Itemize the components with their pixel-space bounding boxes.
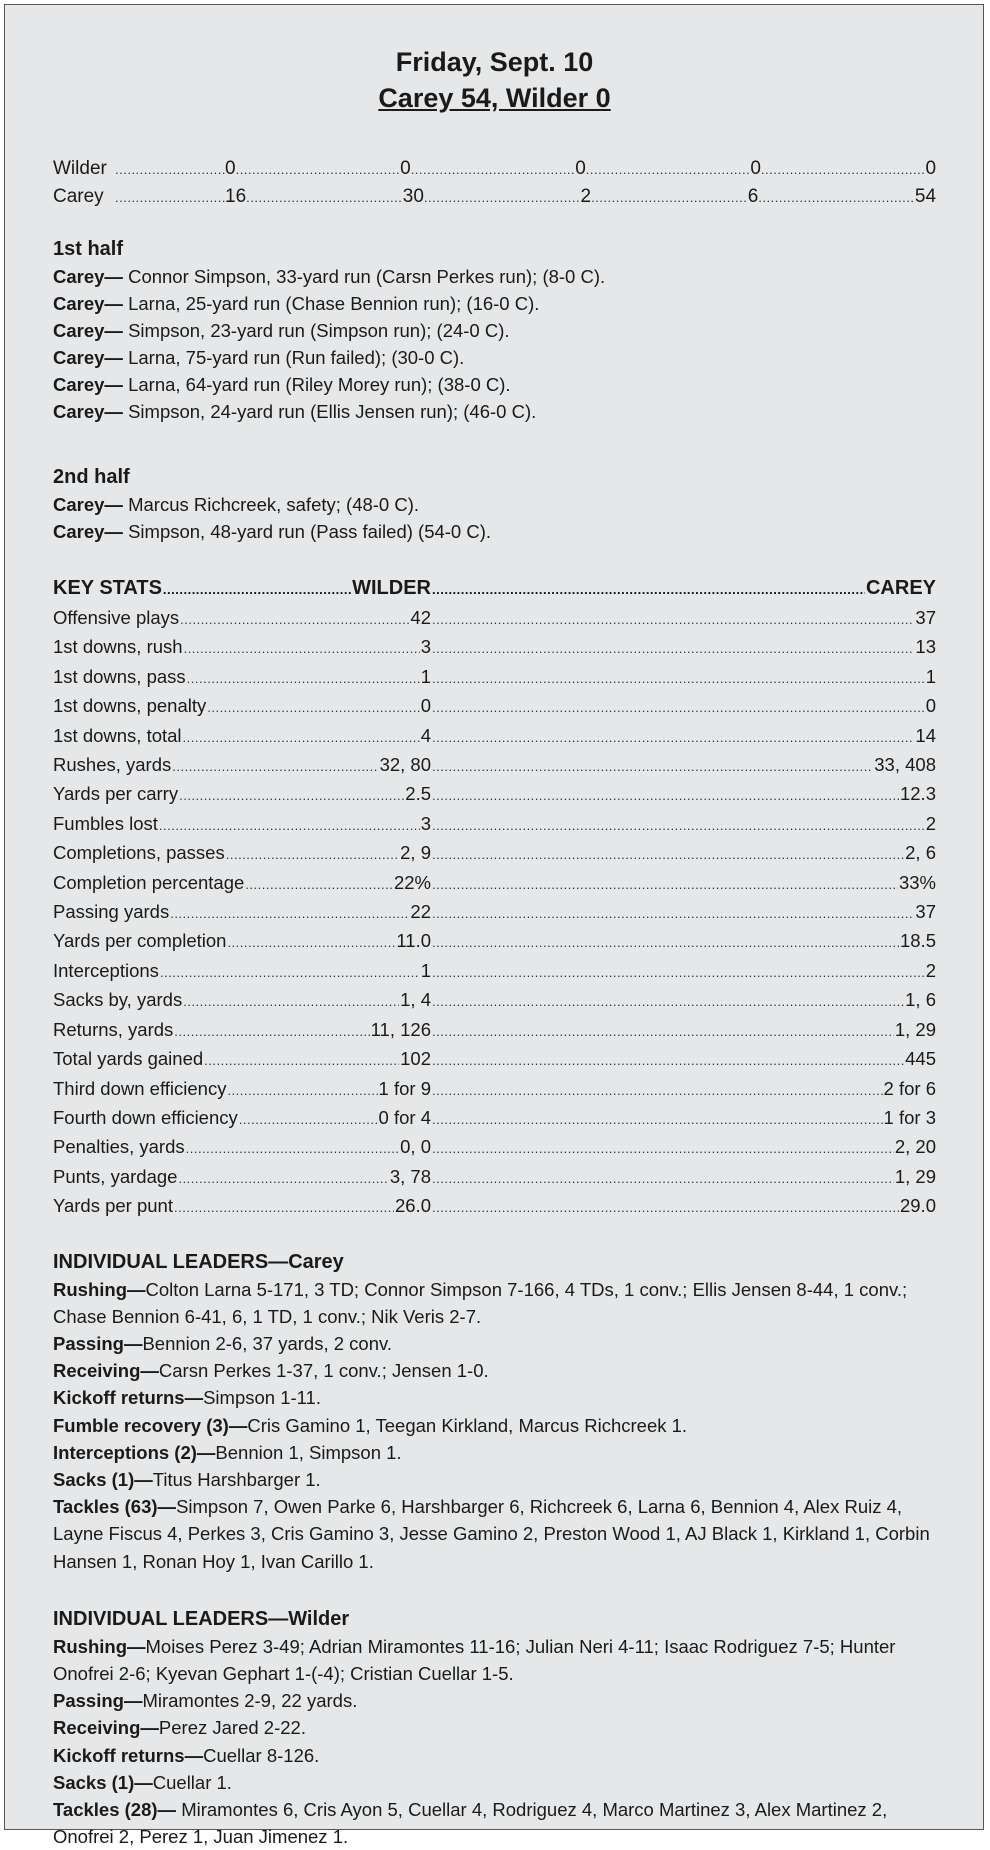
stat-row [53,1045,936,1074]
play-description: Simpson, 24-yard run (Ellis Jensen run); (46-0 C). [122,401,537,422]
stat-label: Returns, yards [53,1018,174,1040]
scoring-by-quarter [53,155,936,211]
second-half-heading: 2nd half [53,466,130,488]
scoring-team: Carey— [53,266,123,287]
play-description: Simpson, 23-yard run (Simpson run); (24-0 C). [122,320,510,341]
leader-category: Receiving— [53,1360,159,1382]
leaders-carey [53,1248,936,1575]
leaders-wilder-entries [53,1633,936,1850]
stat-row [53,898,936,927]
carey-stat-value: 1, 29 [894,1018,936,1040]
leader-category: Fumble recovery (3)— [53,1414,248,1436]
leader-category: Sacks (1)— [53,1771,153,1793]
stat-row [53,1192,936,1221]
carey-stat-value: 37 [915,607,936,628]
scoring-play [53,398,936,425]
leader-details: Perez Jared 2-22. [158,1717,306,1739]
first-half-heading: 1st half [53,238,124,260]
leader-category: Rushing— [53,1635,146,1657]
stat-label: Third down efficiency [53,1077,227,1099]
carey-stat-value: 29.0 [899,1195,936,1217]
second-half-plays [53,491,936,545]
team-name: Carey [53,186,104,207]
stat-label: Punts, yardage [53,1165,178,1187]
stat-row [53,810,936,839]
quarter-score: 30 [402,186,424,207]
scoring-team: Carey— [53,347,123,368]
quarter-score: 2 [580,186,592,207]
stat-row [53,1133,936,1162]
wilder-stat-value: 11, 126 [370,1018,431,1040]
stat-label: Fourth down efficiency [53,1106,238,1128]
scoring-play [53,344,936,371]
first-half-plays [53,263,936,425]
stat-label: Completion percentage [53,871,245,893]
carey-stat-value: 33, 408 [874,754,936,776]
scoring-play [53,518,936,545]
leader-entry [53,1330,936,1357]
wilder-stat-value: 102 [400,1048,431,1070]
leader-entry [53,1742,936,1769]
carey-stat-value: 445 [905,1048,936,1070]
carey-stat-value: 1 [925,665,936,687]
leader-entry [53,1466,936,1493]
wilder-stat-value: 3, 78 [389,1165,431,1187]
carey-stat-value: 2 for 6 [883,1077,936,1099]
key-stats-title: KEY STATS [53,577,162,599]
scoring-team: Carey— [53,320,123,341]
stat-label: Total yards gained [53,1048,204,1070]
leader-category: Rushing— [53,1278,146,1300]
wilder-stat-value: 11.0 [396,930,431,952]
stat-row [53,1104,936,1133]
stat-row [53,986,936,1015]
stat-label: Yards per carry [53,783,179,805]
wilder-stat-value: 22 [410,901,431,923]
carey-stat-value: 33% [898,871,936,893]
stat-label: 1st downs, rush [53,636,183,658]
carey-stat-value: 2 [925,812,936,834]
scoring-play [53,491,936,518]
quarter-score: 0 [400,158,411,179]
leader-entry [53,1412,936,1439]
scoring-team: Carey— [53,401,123,422]
stat-row [53,1016,936,1045]
scoring-play [53,290,936,317]
stat-label: Yards per punt [53,1195,173,1217]
score-row-wilder [53,155,936,183]
wilder-stat-value: 2, 9 [400,842,431,864]
play-description: Marcus Richcreek, safety; (48-0 C). [122,494,420,515]
leader-entry [53,1439,936,1466]
leaders-carey-entries [53,1276,936,1575]
game-date: Friday, Sept. 10 [395,47,594,77]
leader-details: Cuellar 1. [152,1771,232,1793]
box-score-panel [4,4,984,1848]
quarter-score: 6 [747,186,759,207]
stat-row [53,927,936,956]
play-description: Connor Simpson, 33-yard run (Carsn Perkes run); (8-0 C). [122,266,606,287]
leader-category: Kickoff returns— [53,1744,204,1766]
leader-category: Tackles (63)— [53,1496,177,1518]
wilder-stat-value: 0 for 4 [378,1106,431,1128]
wilder-stat-value: 3 [420,812,431,834]
leader-entry [53,1769,936,1796]
leaders-wilder-heading: INDIVIDUAL LEADERS—Wilder [53,1607,350,1630]
carey-stat-value: 18.5 [899,930,936,952]
wilder-stat-value: 1 [420,665,431,687]
stat-row [53,604,936,633]
leader-entry [53,1796,936,1850]
wilder-stat-value: 0, 0 [400,1136,431,1158]
stat-row [53,663,936,692]
stat-row [53,692,936,721]
leader-category: Interceptions (2)— [53,1441,216,1463]
leader-category: Receiving— [53,1717,159,1739]
leader-entry [53,1357,936,1384]
stat-row [53,839,936,868]
final-total: 0 [925,158,937,179]
stat-rows [53,604,936,1222]
wilder-stat-value: 4 [420,724,431,746]
leader-details: Miramontes 2-9, 22 yards. [142,1690,358,1712]
key-stats-header [53,574,936,604]
play-description: Larna, 25-yard run (Chase Bennion run); (16-0 C). [122,293,540,314]
wilder-stat-value: 26.0 [394,1195,431,1217]
leader-category: Kickoff returns— [53,1387,204,1409]
scoring-team: Carey— [53,374,123,395]
key-stats-table [53,574,936,1222]
carey-stat-value: 1, 29 [894,1165,936,1187]
stat-label: 1st downs, total [53,724,182,746]
leader-category: Passing— [53,1690,143,1712]
stat-label: Fumbles lost [53,812,158,834]
leader-details: Titus Harshbarger 1. [152,1468,321,1490]
stat-label: Penalties, yards [53,1136,185,1158]
stat-label: Sacks by, yards [53,989,183,1011]
leader-details: Moises Perez 3-49; Adrian Miramontes 11-16; Julian Neri 4-11; Isaac Rodriguez 7-5; Hunter Onofrei 2-6; Kyevan Gephart 1-(-4); Cristian Cuellar 1-5. [53,1635,896,1684]
leader-entry [53,1384,936,1411]
wilder-stat-value: 42 [410,607,431,628]
stat-label: Passing yards [53,901,170,923]
leader-entry [53,1276,936,1330]
stat-label: Offensive plays [53,607,180,628]
stat-row [53,722,936,751]
play-description: Larna, 64-yard run (Riley Morey run); (38-0 C). [122,374,511,395]
scoring-play [53,371,936,398]
stat-label: Yards per completion [53,930,227,952]
quarter-score: 0 [750,158,761,179]
scoring-team: Carey— [53,521,123,542]
stat-row [53,633,936,662]
leader-details: Bennion 2-6, 37 yards, 2 conv. [142,1332,393,1354]
stat-label: 1st downs, penalty [53,695,207,717]
stat-row [53,1075,936,1104]
leader-details: Carsn Perkes 1-37, 1 conv.; Jensen 1-0. [158,1360,489,1382]
carey-stat-value: 2 [925,959,936,981]
wilder-stat-value: 2.5 [405,783,431,805]
wilder-stat-value: 22% [393,871,431,893]
wilder-stat-value: 1 [420,959,431,981]
carey-stat-value: 12.3 [899,783,936,805]
scoring-team: Carey— [53,494,123,515]
stat-label: 1st downs, pass [53,665,186,687]
leader-entry [53,1714,936,1741]
stat-label: Completions, passes [53,842,225,864]
leader-entry [53,1493,936,1575]
wilder-stat-value: 1, 4 [400,989,431,1011]
wilder-stat-value: 1 for 9 [378,1077,431,1099]
stat-row [53,957,936,986]
play-description: Simpson, 48-yard run (Pass failed) (54-0 C). [122,521,492,542]
leader-details: Bennion 1, Simpson 1. [215,1441,402,1463]
carey-stat-value: 2, 20 [894,1136,936,1158]
final-total: 54 [914,186,937,207]
leader-entry [53,1687,936,1714]
final-score: Carey 54, Wilder 0 [378,83,611,113]
team-name: Wilder [53,158,107,179]
carey-stat-value: 0 [925,695,936,717]
box-score-content [53,5,936,1850]
wilder-stat-value: 3 [420,636,431,658]
stat-label: Rushes, yards [53,754,172,776]
wilder-stat-value: 32, 80 [379,754,431,776]
stat-label: Interceptions [53,959,159,981]
leader-details: Cuellar 8-126. [203,1744,320,1766]
leader-details: Miramontes 6, Cris Ayon 5, Cuellar 4, Rodriguez 4, Marco Martinez 3, Alex Martinez 2, Onofrei 2, Perez 1, Juan Jimenez 1. [53,1798,888,1848]
leader-details: Simpson 1-11. [203,1387,321,1409]
carey-stat-value: 14 [915,724,936,746]
carey-stat-value: 1 for 3 [883,1106,936,1128]
carey-stat-value: 13 [915,636,936,658]
leader-category: Sacks (1)— [53,1468,153,1490]
stat-row [53,780,936,809]
wilder-column-header: WILDER [352,577,431,599]
leader-details: Simpson 7, Owen Parke 6, Harshbarger 6, Richcreek 6, Larna 6, Bennion 4, Alex Ruiz 4, Layne Fiscus 4, Perkes 3, Cris Gamino 3, Jesse Gamino 2, Preston Wood 1, AJ Black 1, Kirkland 1, Corbin Hansen 1, Ronan Hoy 1, Ivan Carillo 1. [53,1496,930,1572]
leaders-wilder [53,1605,936,1850]
play-description: Larna, 75-yard run (Run failed); (30-0 C). [122,347,465,368]
scoring-play [53,317,936,344]
stat-row [53,869,936,898]
leader-details: Colton Larna 5-171, 3 TD; Connor Simpson 7-166, 4 TDs, 1 conv.; Ellis Jensen 8-44, 1 conv.; Chase Bennion 6-41, 6, 1 TD, 1 conv.; Nik Veris 2-7. [53,1278,908,1327]
leader-details: Cris Gamino 1, Teegan Kirkland, Marcus Richcreek 1. [247,1414,688,1436]
score-row-carey [53,183,936,211]
leader-category: Tackles (28)— [53,1798,177,1820]
wilder-stat-value: 0 [420,695,431,717]
carey-column-header: CAREY [865,577,936,599]
scoring-play [53,263,936,290]
quarter-score: 0 [575,158,586,179]
scoring-team: Carey— [53,293,123,314]
quarter-score: 16 [225,186,247,207]
leader-entry [53,1633,936,1687]
carey-stat-value: 1, 6 [905,989,936,1011]
leader-category: Passing— [53,1332,143,1354]
stat-row [53,751,936,780]
stat-row [53,1163,936,1192]
quarter-score: 0 [225,158,236,179]
carey-stat-value: 37 [915,901,936,923]
leaders-carey-heading: INDIVIDUAL LEADERS—Carey [53,1250,344,1273]
carey-stat-value: 2, 6 [905,842,936,864]
